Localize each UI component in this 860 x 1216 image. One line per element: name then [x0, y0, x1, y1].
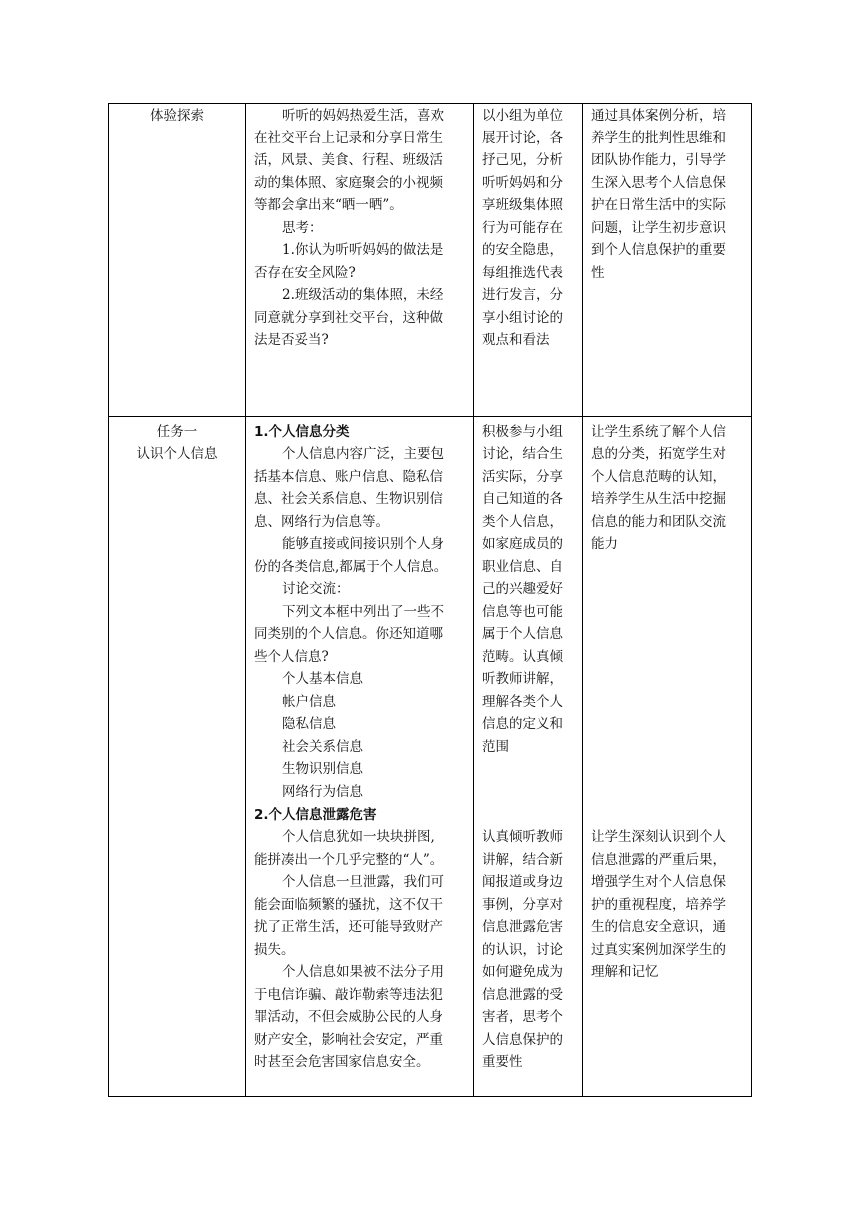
section-heading: 2.个人信息泄露危害: [254, 807, 377, 823]
intent-line: 生深入思考个人信息保: [591, 175, 726, 191]
student-line: 事例，分享对: [482, 897, 563, 913]
student-line: 信息泄露危害: [482, 919, 563, 935]
stage-title: 体验探索: [150, 108, 204, 124]
stage-title: 任务一: [156, 424, 198, 440]
content-line: 同意就分享到社交平台，这种做: [254, 310, 443, 326]
content-line: 扰了正常生活，还可能导致财产: [254, 919, 443, 935]
student-line: 听听妈妈和分: [482, 175, 563, 191]
student-line: 如家庭成员的: [482, 536, 563, 552]
intent-line: 生的信息安全意识，通: [591, 919, 726, 935]
intent-line: 通过具体案例分析，培: [591, 108, 726, 124]
info-category-item: 生物识别信息: [282, 761, 363, 777]
content-line: 些个人信息?: [254, 649, 329, 665]
intent-line: 培养学生从生活中挖掘: [591, 491, 726, 507]
content-line: 个人信息如果被不法分子用: [282, 964, 444, 980]
intent-line: 性: [591, 265, 605, 281]
content-line: 个人信息犹如一块块拼图,: [282, 829, 435, 845]
student-line: 活实际，分享: [482, 469, 563, 485]
intent-line: 让学生系统了解个人信: [591, 424, 726, 440]
table-row-divider: [108, 416, 752, 417]
content-line: 否存在安全风险?: [254, 265, 356, 281]
content-line: 能拼凑出一个几乎完整的“人”。: [254, 852, 444, 868]
student-line: 重要性: [482, 1054, 523, 1070]
intent-line: 问题，让学生初步意识: [591, 220, 726, 236]
table-border-left: [108, 103, 109, 1097]
student-line: 以小组为单位: [482, 108, 563, 124]
content-line: 等都会拿出来“晒一晒”。: [254, 197, 403, 213]
student-line: 享班级集体照: [482, 197, 563, 213]
content-line: 财产安全，影响社会安定，严重: [254, 1032, 443, 1048]
content-line: 息、社会关系信息、生物识别信: [254, 491, 443, 507]
content-line: 于电信诈骗、敲诈勒索等违法犯: [254, 987, 443, 1003]
intent-line: 护的重视程度，培养学: [591, 897, 726, 913]
intent-line: 养学生的批判性思维和: [591, 130, 726, 146]
student-line: 展开讨论，各: [482, 130, 563, 146]
intent-line: 个人信息范畴的认知，: [591, 469, 726, 485]
intent-line: 护在日常生活中的实际: [591, 197, 726, 213]
student-line: 的认识，讨论: [482, 942, 563, 958]
content-line: 括基本信息、账户信息、隐私信: [254, 469, 443, 485]
student-line: 范围: [482, 739, 509, 755]
content-line: 动的集体照、家庭聚会的小视频: [254, 175, 443, 191]
intent-line: 增强学生对个人信息保: [591, 874, 726, 890]
intent-line: 到个人信息保护的重要: [591, 242, 726, 258]
content-line: 1.你认为听听妈妈的做法是: [282, 242, 444, 258]
student-line: 听教师讲解，: [482, 671, 563, 687]
info-category-item: 帐户信息: [282, 694, 336, 710]
intent-line: 过真实案例加深学生的: [591, 942, 726, 958]
stage-subtitle: 认识个人信息: [136, 446, 218, 462]
student-line: 信息等也可能: [482, 604, 563, 620]
student-line: 观点和看法: [482, 332, 550, 348]
intent-line: 息的分类，拓宽学生对: [591, 446, 726, 462]
student-line: 类个人信息，: [482, 514, 563, 530]
student-line: 行为可能存在: [482, 220, 563, 236]
student-line: 害者，思考个: [482, 1009, 563, 1025]
content-line: 罪活动，不但会威胁公民的人身: [254, 1009, 443, 1025]
content-line: 思考：: [282, 220, 323, 236]
content-line: 在社交平台上记录和分享日常生: [254, 130, 443, 146]
intent-line: 信息泄露的严重后果，: [591, 852, 726, 868]
info-category-item: 隐私信息: [282, 716, 336, 732]
table-column-divider: [582, 103, 583, 1097]
content-line: 2.班级活动的集体照，未经: [282, 287, 444, 303]
student-line: 进行发言，分: [482, 287, 563, 303]
content-line: 时甚至会危害国家信息安全。: [254, 1054, 430, 1070]
intent-line: 理解和记忆: [591, 964, 659, 980]
intent-line: 让学生深刻认识到个人: [591, 829, 726, 845]
student-line: 每组推选代表: [482, 265, 563, 281]
info-category-item: 个人基本信息: [282, 671, 363, 687]
content-line: 听听的妈妈热爱生活，喜欢: [282, 108, 444, 124]
student-line: 闻报道或身边: [482, 874, 563, 890]
intent-line: 团队协作能力，引导学: [591, 152, 726, 168]
content-line: 个人信息一旦泄露，我们可: [282, 874, 444, 890]
student-line: 认真倾听教师: [482, 829, 563, 845]
student-line: 如何避免成为: [482, 964, 563, 980]
student-line: 讨论，结合生: [482, 446, 563, 462]
student-line: 享小组讨论的: [482, 310, 563, 326]
student-line: 抒己见，分析: [482, 152, 563, 168]
content-line: 能够直接或间接识别个人身: [282, 536, 444, 552]
student-line: 信息泄露的受: [482, 987, 563, 1003]
info-category-item: 社会关系信息: [282, 739, 363, 755]
student-line: 属于个人信息: [482, 626, 563, 642]
section-heading: 1.个人信息分类: [254, 424, 350, 440]
content-line: 法是否妥当?: [254, 332, 329, 348]
student-line: 人信息保护的: [482, 1032, 563, 1048]
student-line: 范畴。认真倾: [482, 649, 563, 665]
student-line: 积极参与小组: [482, 424, 563, 440]
table-border-top: [108, 103, 752, 104]
content-line: 息、网络行为信息等。: [254, 514, 389, 530]
table-border-right: [751, 103, 752, 1097]
content-line: 能会面临频繁的骚扰，这不仅干: [254, 897, 443, 913]
student-line: 职业信息、自: [482, 559, 563, 575]
content-line: 下列文本框中列出了一些不: [282, 604, 444, 620]
content-line: 份的各类信息,都属于个人信息。: [254, 559, 448, 575]
intent-line: 能力: [591, 536, 618, 552]
student-line: 理解各类个人: [482, 694, 563, 710]
student-line: 信息的定义和: [482, 716, 563, 732]
content-line: 活，风景、美食、行程、班级活: [254, 152, 443, 168]
student-line: 的安全隐患，: [482, 242, 563, 258]
content-line: 讨论交流：: [282, 581, 350, 597]
intent-line: 信息的能力和团队交流: [591, 514, 726, 530]
content-line: 同类别的个人信息。你还知道哪: [254, 626, 443, 642]
student-line: 自己知道的各: [482, 491, 563, 507]
student-line: 己的兴趣爱好: [482, 581, 563, 597]
content-line: 个人信息内容广泛，主要包: [282, 446, 444, 462]
table-column-divider: [245, 103, 246, 1097]
info-category-item: 网络行为信息: [282, 784, 363, 800]
content-line: 损失。: [254, 942, 295, 958]
table-border-bottom: [108, 1096, 752, 1097]
table-column-divider: [473, 103, 474, 1097]
student-line: 讲解，结合新: [482, 852, 563, 868]
